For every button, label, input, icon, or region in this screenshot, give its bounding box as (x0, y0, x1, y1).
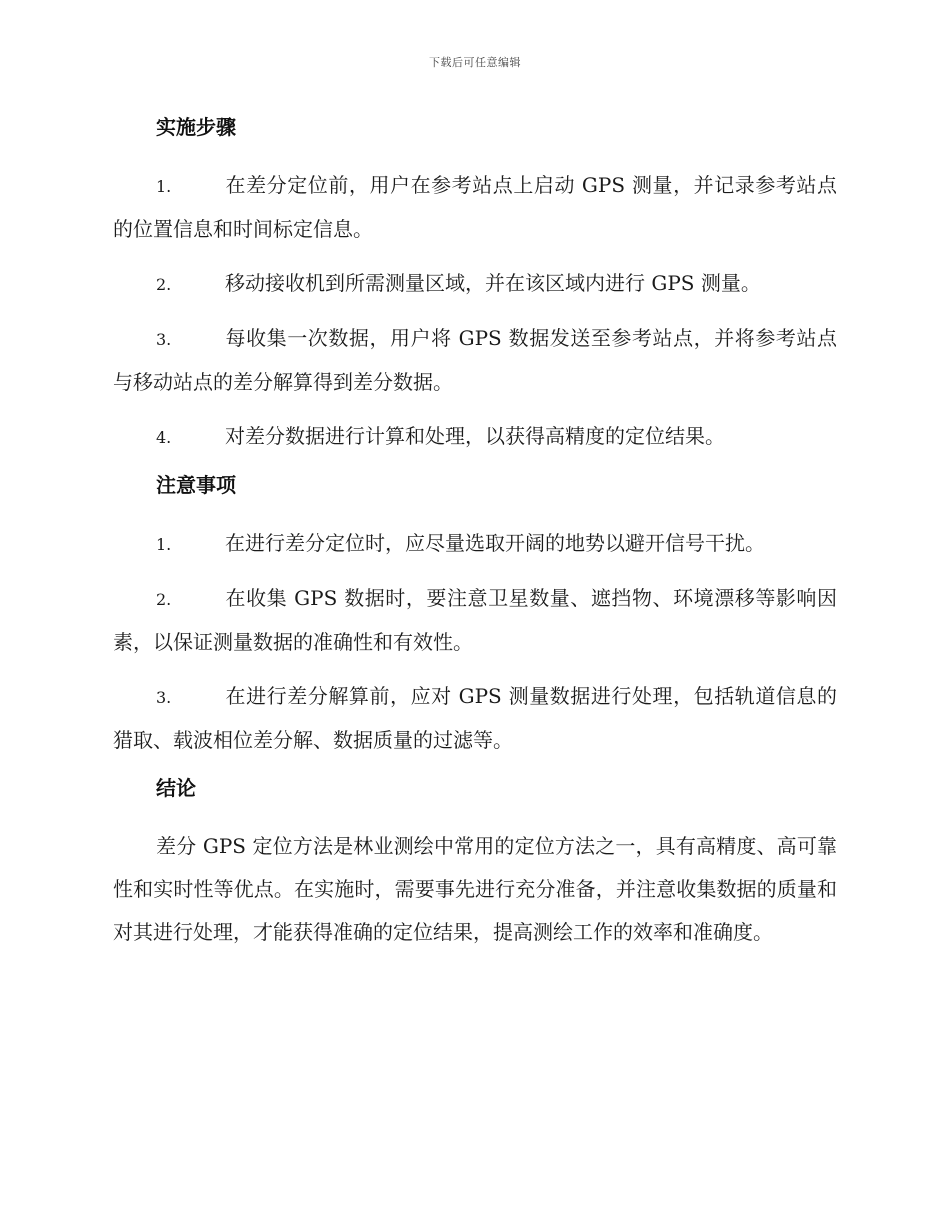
section-heading: 注意事项 (156, 473, 236, 497)
section-heading: 实施步骤 (156, 115, 236, 139)
item-text: 移动接收机到所需测量区域，并在该区域内进行 GPS 测量。 (225, 271, 761, 295)
header-note: 下载后可任意编辑 (429, 56, 521, 69)
item-text: 对差分数据进行计算和处理，以获得高精度的定位结果。 (225, 424, 725, 448)
list-item (113, 675, 837, 762)
item-text: 在收集 GPS 数据时，要注意卫星数量、遮挡物、环境漂移等影响因素，以保证测量数据的准确性和有效性。 (113, 586, 837, 654)
item-text: 每收集一次数据，用户将 GPS 数据发送至参考站点，并将参考站点与移动站点的差分解算得到差分数据。 (113, 326, 837, 394)
list-item (113, 317, 837, 404)
list-item (113, 522, 837, 566)
section-implementation-steps (113, 112, 837, 459)
list-item (113, 164, 837, 251)
item-number: 2. (156, 590, 172, 609)
list-item (113, 262, 837, 306)
item-text: 在进行差分解算前，应对 GPS 测量数据进行处理，包括轨道信息的猎取、载波相位差分解、数据质量的过滤等。 (113, 684, 837, 752)
list-item (113, 577, 837, 664)
section-conclusion (113, 773, 837, 954)
conclusion-paragraph: 差分 GPS 定位方法是林业测绘中常用的定位方法之一，具有高精度、高可靠性和实时性等优点。在实施时，需要事先进行充分准备，并注意收集数据的质量和对其进行处理，才能获得准确的定位结果，提高测绘工作的效率和准确度。 (113, 834, 837, 944)
section-heading: 结论 (156, 776, 196, 800)
item-number: 2. (156, 275, 172, 294)
item-number: 3. (156, 688, 172, 707)
item-text: 在差分定位前，用户在参考站点上启动 GPS 测量，并记录参考站点的位置信息和时间标定信息。 (113, 173, 837, 241)
item-number: 1. (156, 535, 172, 554)
item-text: 在进行差分定位时，应尽量选取开阔的地势以避开信号干扰。 (225, 531, 765, 555)
list-item (113, 415, 837, 459)
item-number: 3. (156, 330, 172, 349)
item-number: 1. (156, 177, 172, 196)
item-number: 4. (156, 428, 172, 447)
document-body (113, 112, 837, 965)
section-precautions (113, 470, 837, 762)
